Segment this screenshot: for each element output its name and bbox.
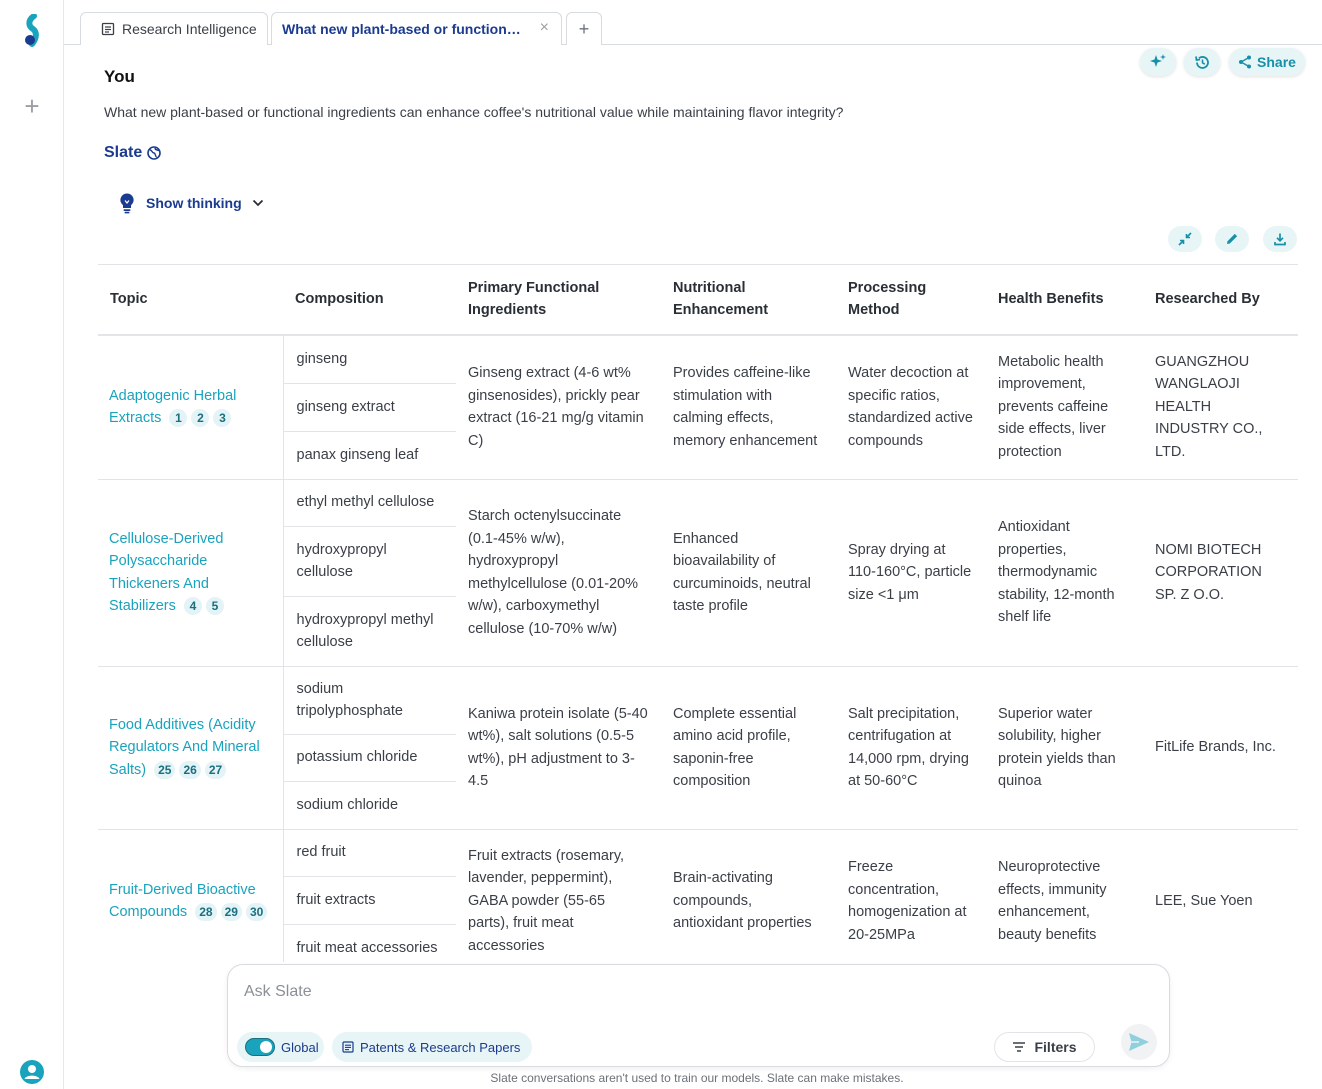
edit-button[interactable] xyxy=(1215,226,1249,252)
global-toggle[interactable] xyxy=(237,1032,324,1062)
document-icon xyxy=(342,1041,354,1053)
column-header[interactable]: Primary Functional Ingredients xyxy=(456,265,661,335)
tab-label: What new plant-based or function… xyxy=(282,21,521,37)
citation-badge[interactable]: 28 xyxy=(195,903,216,921)
composition-item: fruit extracts xyxy=(284,877,457,925)
topic-cell xyxy=(98,479,283,666)
column-header[interactable]: Researched By xyxy=(1143,265,1298,335)
table-row xyxy=(98,335,1298,480)
tab-current-question[interactable] xyxy=(271,12,562,45)
filter-icon xyxy=(1012,1041,1026,1053)
results-table xyxy=(98,264,1298,962)
processing-cell: Freeze concentration, homogenization at 20-25MPa xyxy=(836,829,986,962)
source-label: Patents & Research Papers xyxy=(360,1039,521,1055)
benefits-cell: Antioxidant properties, thermodynamic stability, 12-month shelf life xyxy=(986,479,1143,666)
topic-cell xyxy=(98,335,283,480)
user-question: What new plant-based or functional ingredients can enhance coffee's nutritional value while maintaining flavor integrity? xyxy=(104,104,844,120)
benefits-cell: Superior water solubility, higher protein yields than quinoa xyxy=(986,666,1143,829)
citation-badge[interactable]: 4 xyxy=(184,597,202,615)
column-header[interactable]: Composition xyxy=(283,265,456,335)
composition-item: hydroxypropyl cellulose xyxy=(284,527,457,597)
filters-label: Filters xyxy=(1034,1039,1077,1055)
ingredients-cell: Starch octenylsuccinate (0.1-45% w/w), hydroxypropyl methylcellulose (0.01-20% w/w), carboxymethyl cellulose (10-70% w/w) xyxy=(456,479,661,666)
nutrition-cell: Enhanced bioavailability of curcuminoids, neutral taste profile xyxy=(661,479,836,666)
citation-badge[interactable]: 3 xyxy=(213,409,231,427)
ingredients-cell: Fruit extracts (rosemary, lavender, peppermint), GABA powder (55-65 parts), fruit meat accessories xyxy=(456,829,661,962)
citation-badge[interactable]: 27 xyxy=(205,761,226,779)
send-icon xyxy=(1128,1032,1150,1052)
composition-item: ethyl methyl cellulose xyxy=(284,480,457,527)
topic-link[interactable]: Cellulose-Derived Polysaccharide Thickeners And Stabilizers xyxy=(109,530,224,614)
ingredients-cell: Kaniwa protein isolate (5-40 wt%), salt solutions (0.5-5 wt%), pH adjustment to 3-4.5 xyxy=(456,666,661,829)
topic-cell xyxy=(98,829,283,962)
composition-item: sodium tripolyphosphate xyxy=(284,667,457,735)
benefits-cell: Neuroprotective effects, immunity enhancement, beauty benefits xyxy=(986,829,1143,962)
citation-badge[interactable]: 26 xyxy=(179,761,200,779)
citation-badge[interactable]: 1 xyxy=(169,409,187,427)
user-label: You xyxy=(104,67,135,86)
ask-input[interactable]: Ask Slate xyxy=(244,983,312,1000)
table-row xyxy=(98,829,1298,962)
ingredients-cell: Ginseng extract (4-6 wt% ginsenosides), prickly pear extract (16-21 mg/g vitamin C) xyxy=(456,335,661,480)
left-rail xyxy=(0,0,64,1089)
processing-cell: Water decoction at specific ratios, standardized active compounds xyxy=(836,335,986,480)
table-row xyxy=(98,666,1298,829)
history-icon xyxy=(1194,54,1211,71)
composition-item: panax ginseng leaf xyxy=(296,446,419,463)
nutrition-cell: Provides caffeine-like stimulation with calming effects, memory enhancement xyxy=(661,335,836,480)
disclaimer-text: Slate conversations aren't used to train our models. Slate can make mistakes. xyxy=(490,1071,904,1085)
new-tab-button[interactable]: + xyxy=(566,12,602,45)
chat-composer xyxy=(227,964,1170,1067)
composition-item: red fruit xyxy=(284,830,457,877)
composition-item: hydroxypropyl methyl cellulose xyxy=(296,611,434,650)
download-button[interactable] xyxy=(1263,226,1297,252)
chevron-down-icon xyxy=(252,199,264,207)
column-header[interactable]: Health Benefits xyxy=(986,265,1143,335)
column-header[interactable]: Topic xyxy=(98,265,283,335)
share-button[interactable] xyxy=(1229,48,1305,76)
composition-item: ginseng xyxy=(284,336,457,384)
composition-cell xyxy=(283,479,456,666)
citation-badge[interactable]: 25 xyxy=(154,761,175,779)
benefits-cell: Metabolic health improvement, prevents caffeine side effects, liver protection xyxy=(986,335,1143,480)
results-table-container xyxy=(98,264,1298,962)
nutrition-cell: Brain-activating compounds, antioxidant properties xyxy=(661,829,836,962)
citation-badge[interactable]: 30 xyxy=(246,903,267,921)
researcher-cell: NOMI BIOTECH CORPORATION SP. Z O.O. xyxy=(1143,479,1298,666)
tab-research-intelligence[interactable] xyxy=(80,12,268,45)
slate-logo-icon[interactable] xyxy=(20,14,46,48)
citation-badge[interactable]: 2 xyxy=(191,409,209,427)
topic-link[interactable]: Fruit-Derived Bioactive Compounds xyxy=(109,881,256,920)
close-icon[interactable]: × xyxy=(539,19,549,36)
composition-cell xyxy=(283,829,456,962)
composition-item: sodium chloride xyxy=(296,796,399,813)
topic-link[interactable]: Adaptogenic Herbal Extracts xyxy=(109,387,237,426)
composition-cell xyxy=(283,335,456,480)
researcher-cell: FitLife Brands, Inc. xyxy=(1143,666,1298,829)
show-thinking-label: Show thinking xyxy=(146,195,242,211)
citation-badge[interactable]: 29 xyxy=(221,903,242,921)
nutrition-cell: Complete essential amino acid profile, saponin-free composition xyxy=(661,666,836,829)
collapse-icon xyxy=(1178,232,1192,246)
globe-icon xyxy=(147,146,161,160)
processing-cell: Salt precipitation, centrifugation at 14,000 rpm, drying at 50-60°C xyxy=(836,666,986,829)
new-chat-icon[interactable]: + xyxy=(24,91,40,121)
researcher-cell: GUANGZHOU WANGLAOJI HEALTH INDUSTRY CO., LTD. xyxy=(1143,335,1298,480)
table-row xyxy=(98,479,1298,666)
topic-cell xyxy=(98,666,283,829)
citation-badge[interactable]: 5 xyxy=(206,597,224,615)
source-selector[interactable] xyxy=(332,1032,532,1062)
send-button[interactable] xyxy=(1121,1024,1157,1060)
global-label: Global xyxy=(281,1039,319,1055)
history-button[interactable] xyxy=(1184,48,1220,76)
composition-cell xyxy=(283,666,456,829)
toggle-switch[interactable] xyxy=(245,1038,275,1056)
topic-link[interactable]: Food Additives (Acidity Regulators And Mineral Salts) xyxy=(109,716,260,778)
assistant-name: Slate xyxy=(104,144,143,161)
assistant-label xyxy=(104,144,161,162)
tab-label: Research Intelligence xyxy=(122,21,257,37)
ai-sparkle-button[interactable] xyxy=(1140,48,1176,76)
pencil-icon xyxy=(1225,232,1239,246)
composition-item: ginseng extract xyxy=(284,384,457,432)
composition-item: fruit meat accessories xyxy=(296,940,438,957)
share-label: Share xyxy=(1257,54,1296,70)
filters-button[interactable] xyxy=(994,1032,1095,1062)
column-header[interactable]: Nutritional Enhancement xyxy=(661,265,836,335)
document-icon xyxy=(101,22,115,36)
share-icon xyxy=(1238,55,1252,69)
lightbulb-icon xyxy=(118,192,136,214)
sparkle-icon xyxy=(1149,53,1167,71)
table-header-row xyxy=(98,265,1298,335)
download-icon xyxy=(1273,232,1287,246)
processing-cell: Spray drying at 110-160°C, particle size <1 μm xyxy=(836,479,986,666)
composition-item: potassium chloride xyxy=(284,735,457,782)
column-header[interactable]: Processing Method xyxy=(836,265,986,335)
show-thinking-toggle[interactable] xyxy=(118,192,264,214)
researcher-cell: LEE, Sue Yoen xyxy=(1143,829,1298,962)
collapse-button[interactable] xyxy=(1168,226,1202,252)
